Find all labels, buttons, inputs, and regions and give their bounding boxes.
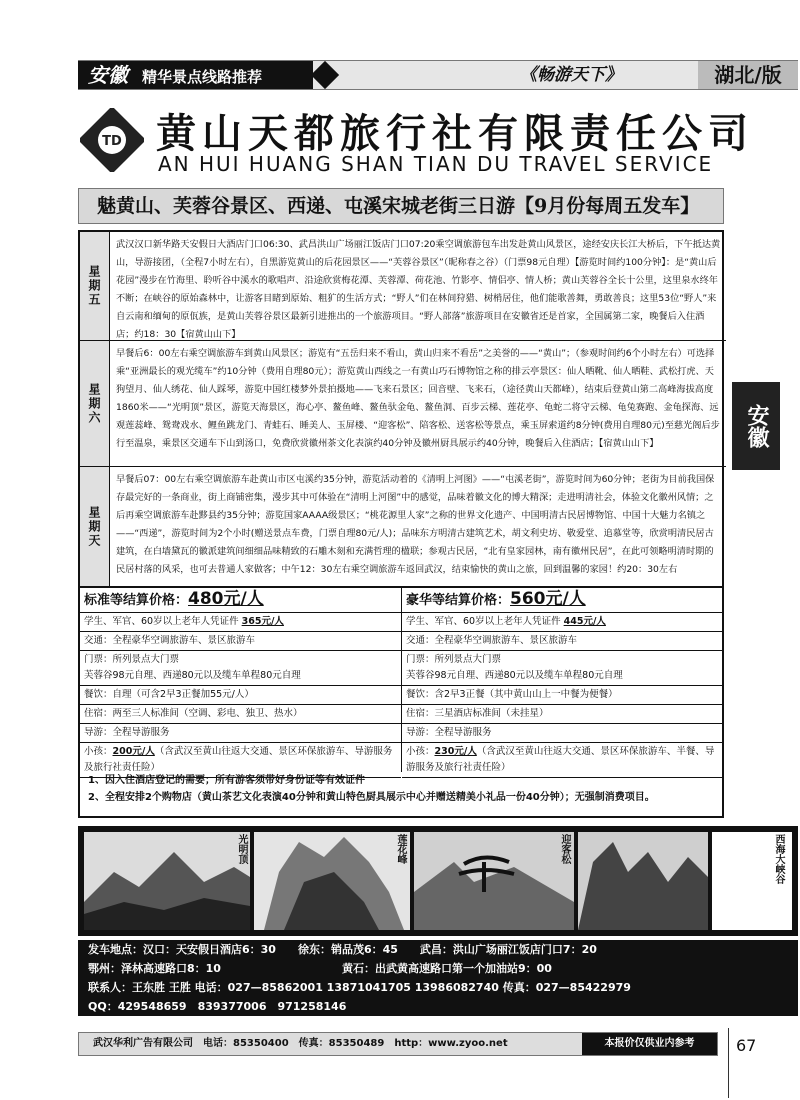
luxury-meals: 餐饮：含2早3正餐（其中黄山山上一中餐为便餐） xyxy=(402,686,724,705)
standard-discount xyxy=(80,613,401,632)
tickets-line: 芙蓉谷98元自理、西递80元以及缆车单程80元自理 xyxy=(84,670,301,681)
luxury-price-head xyxy=(402,588,724,613)
standard-price-head xyxy=(80,588,401,613)
child-label: 小孩： xyxy=(406,746,435,757)
standard-price: 480元/人 xyxy=(188,589,264,609)
day-label: 星期五 xyxy=(80,232,110,340)
price-section xyxy=(78,588,724,818)
child-price: 230元/人 xyxy=(434,746,477,757)
photo-caption: 光明顶 xyxy=(236,834,247,864)
header-subtitle: 精华景点线路推荐 xyxy=(142,68,263,86)
day-row-saturday xyxy=(80,340,726,466)
region-label: 安徽 xyxy=(88,63,128,87)
company-name-cn: 黄山天都旅行社有限责任公司 xyxy=(156,110,754,157)
photo-guangmingding xyxy=(84,832,250,930)
departure-line: 发车地点：汉口：天安假日酒店6：30 徐东：销品茂6：45 武昌：洪山广场丽江饭店门口7：20 xyxy=(88,943,597,956)
footer-note: 本报价仅供业内参考 xyxy=(582,1033,717,1055)
photo-strip xyxy=(78,826,798,936)
day-text: 早餐后07：00左右乘空调旅游车赴黄山市区屯溪约35分钟，游览活动着的《清明上河图》——“屯溪老街”，游览时间为60分钟；老街为目前我国保存最完好的一条商业，街上商铺密集，漫步其中可体验在“清明上河图”中的感觉，品味着徽文化的博大精深；走进明清社会，体验文化徽州风情；之后再乘空调旅游车赴黟县约35分钟；游览国家AAAA级景区；“桃花源里人家”之称的世界文化遗产、中国明清古民居博物馆、中国十大魅力名镇之——“西递”，游览时间为2个小时(赠送景点车费，门票自理80元/人)；品味东方明清古建筑艺术，胡文利史坊、敬爱堂、追慕堂等，欣赏明清民居古建筑，在白墙黛瓦的徽派建筑间细细品味精致的石雕木刻和充满哲理的楹联；参观古民居，“北有皇家园林，南有徽州民居”，在此可领略明清时期的民居村落的风采，也可去普通人家做客；中午12：30左右乘空调旅游车返回武汉，结束愉快的黄山之旅，回到温馨的家园！约20：30左右 xyxy=(116,474,715,575)
note-item: 2、全程安排2个购物店（黄山茶艺文化表演40分钟和黄山特色厨具展示中心并赠送精美小礼品一份40分钟）；无强制消费项目。 xyxy=(88,792,655,803)
departure-info xyxy=(78,940,798,1016)
photo-caption: 西海大峡谷 xyxy=(773,834,784,884)
edition-label: 湖北/版 xyxy=(698,61,798,89)
child-note: （含武汉至黄山往返大交通、景区环保旅游车、导游服务及旅行社责任险） xyxy=(84,746,393,773)
page-number: 67 xyxy=(736,1036,757,1055)
tickets-line: 门票：所列景点大门票 xyxy=(84,654,180,665)
standard-meals: 餐饮：自理（可含2早3正餐加55元/人） xyxy=(80,686,401,705)
itinerary-table xyxy=(78,230,724,588)
day-text: 早餐后6：00左右乘空调旅游车到黄山风景区；游览有“五岳归来不看山，黄山归来不看岳”之美誉的——“黄山”；（参观时间约6个小时左右）可选择乘“亚洲最长的观光缆车”约10分钟（费用自理80元）；游览黄山西线之一有黄山巧石博物馆之称的排云亭景区：仙人晒靴、仙人晒鞋、武松打虎、天狗望月、仙人绣花、仙人踩琴，游览中国红楼梦外景拍摄地——飞来石景区；回音壁、飞来石，（途径黄山天都峰），结束后登黄山第二高峰海拔高度1860米——“光明顶”景区，游览天海景区，海心亭、鳌鱼峰、鳌鱼驮金龟、鳌鱼洞、百步云梯、莲花亭、龟蛇二将守云梯、龟兔赛跑、金龟探海、远观莲蕊峰、鸳鸯戏水、鲤鱼跳龙门、青蛙石、睡美人、玉屏楼、“迎客松”、陪客松、送客松等景点，乘玉屏索道约8分钟(费用自理80元)至慈光阁后步行至温泉，乘景区交通车下山到汤口，免费欣赏徽州茶文化表演约40分钟及徽州厨具展示约40分钟，晚餐后入住酒店；【宿黄山山下】 xyxy=(116,348,720,449)
day-text: 武汉汉口新华路天安假日大酒店门口06:30、武昌洪山广场丽江饭店门口07:20乘空调旅游包车出发赴黄山风景区，途经安庆长江大桥后，下午抵达黄山，导游接团，（全程7小时左右），自黑游览黄山的后花园景区——“芙蓉谷景区”（昵称春之谷）（门票98元自理）【游览时间约100分钟】：是“黄山后花园”漫步在竹海里、聆听谷中溪水的歌唱声、沿途欣赏梅花潭、芙蓉潭、荷花池、竹影亭、情侣亭、情人桥；黄山芙蓉谷全长十公里，这里泉水终年不断；在峡谷的原始森林中，让游客目睹到原始、粗犷的生活方式；“野人”们在林间狩猎、树梢居住，他们能歌善舞，勇敢善良；这里53位“野人”来自云南和缅甸的原佤族，是黄山芙蓉谷景区最新引进推出的一个旅游项目。“野人部落”旅游项目在安徽省还是首家，全国属第二家，晚餐后入住酒店；约18：30【宿黄山山下】 xyxy=(116,239,721,340)
divider xyxy=(728,1028,729,1098)
photo-caption: 迎客松 xyxy=(559,834,570,864)
discount-price: 365元/人 xyxy=(241,616,284,627)
departure-line: 鄂州：泽林高速路口8：10 黄石：出武黄高速路口第一个加油站9：00 xyxy=(88,962,552,975)
luxury-tickets xyxy=(402,651,724,686)
luxury-price-column xyxy=(402,588,724,772)
tickets-line: 芙蓉谷98元自理、西递80元以及缆车单程80元自理 xyxy=(406,670,623,681)
day-label: 星期六 xyxy=(80,341,110,466)
discount-price: 445元/人 xyxy=(563,616,606,627)
contact-line: 联系人：王东胜 王胜 电话：027—85862001 13871041705 13986082740 传真：027—85422979 xyxy=(88,981,631,994)
notes xyxy=(80,772,722,806)
diamond-icon xyxy=(311,61,339,89)
side-tab: 安徽 xyxy=(732,382,780,470)
price-head-label: 标准等结算价格： xyxy=(84,593,189,608)
photo-xihai-canyon xyxy=(578,832,708,930)
day-label: 星期天 xyxy=(80,467,110,586)
luxury-discount xyxy=(402,613,724,632)
standard-guide: 导游：全程导游服务 xyxy=(80,724,401,743)
child-note: （含武汉至黄山往返大交通、景区环保旅游车、半餐、导游服务及旅行社责任险） xyxy=(406,746,715,773)
luxury-transport: 交通：全程豪华空调旅游车、景区旅游车 xyxy=(402,632,724,651)
logo-text: TD xyxy=(102,134,122,149)
note-item: 1、因入住酒店登记的需要；所有游客须带好身份证等有效证件 xyxy=(88,775,365,786)
discount-label: 学生、军官、60岁以上老年人凭证件 xyxy=(84,616,239,627)
qq-line: QQ：429548659 839377006 971258146 xyxy=(88,1000,347,1013)
luxury-guide: 导游：全程导游服务 xyxy=(402,724,724,743)
standard-price-column xyxy=(80,588,402,772)
section-header xyxy=(78,60,798,90)
luxury-price: 560元/人 xyxy=(510,589,586,609)
company-logo xyxy=(80,108,144,172)
standard-transport: 交通：全程豪华空调旅游车、景区旅游车 xyxy=(80,632,401,651)
photo-caption: 莲花峰 xyxy=(395,834,406,864)
day-row-friday xyxy=(80,232,726,340)
luxury-lodging: 住宿：三星酒店标准间（未挂星） xyxy=(402,705,724,724)
footer-info: 武汉华利广告有限公司 电话：85350400 传真：85350489 http：www.zyoo.net xyxy=(93,1038,508,1049)
photo-lianhuafeng xyxy=(254,832,410,930)
magazine-title: 《畅游天下》 xyxy=(520,65,622,85)
day-row-sunday xyxy=(80,466,726,586)
tour-title: 魅黄山、芙蓉谷景区、西递、屯溪宋城老街三日游【9月份每周五发车】 xyxy=(78,188,724,224)
tickets-line: 门票：所列景点大门票 xyxy=(406,654,502,665)
region-banner xyxy=(78,61,313,89)
child-price: 200元/人 xyxy=(112,746,155,757)
discount-label: 学生、军官、60岁以上老年人凭证件 xyxy=(406,616,561,627)
photo-yingkesong xyxy=(414,832,574,930)
company-name-en: AN HUI HUANG SHAN TIAN DU TRAVEL SERVICE xyxy=(158,152,714,176)
standard-tickets xyxy=(80,651,401,686)
footer xyxy=(78,1032,718,1056)
standard-lodging: 住宿：两至三人标准间（空调、彩电、独卫、热水） xyxy=(80,705,401,724)
price-head-label: 豪华等结算价格： xyxy=(406,593,511,608)
child-label: 小孩： xyxy=(84,746,113,757)
